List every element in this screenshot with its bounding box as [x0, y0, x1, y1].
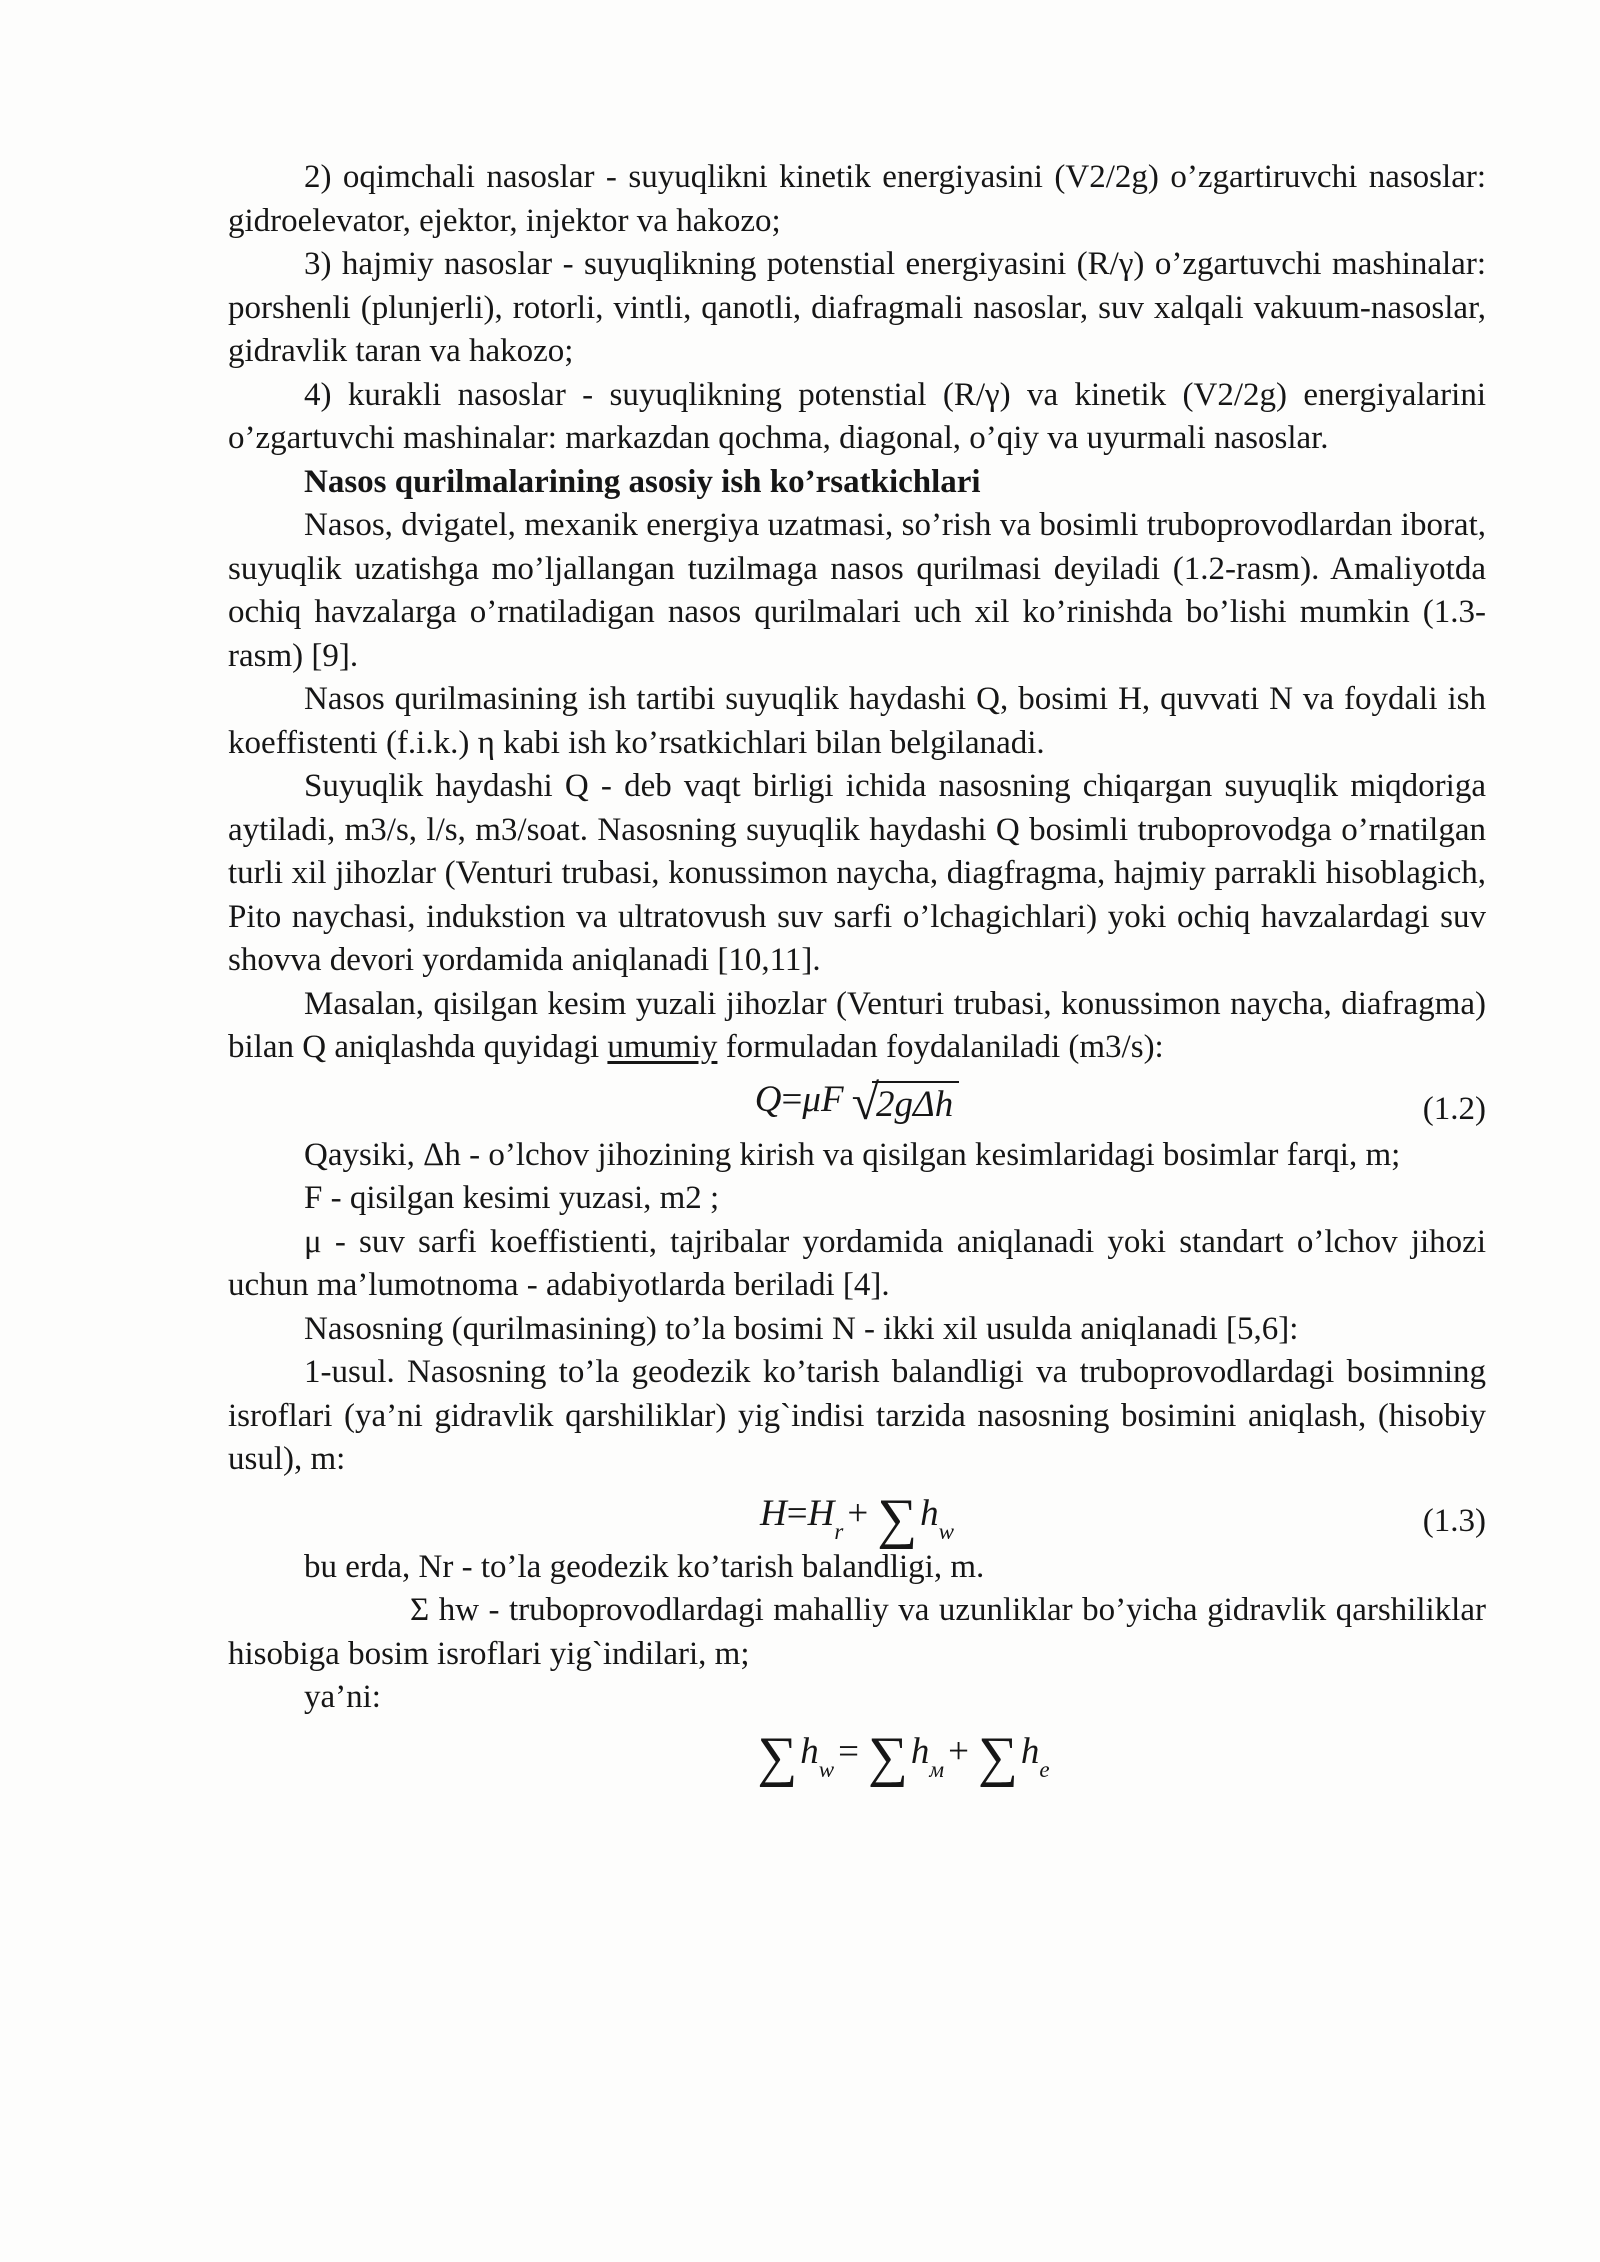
subscript-r: r [834, 1519, 844, 1544]
subscript-w: w [938, 1519, 954, 1544]
formula-intro-text-before: Masalan, qisilgan kesim yuzali jihozlar (Venturi trubasi, konussimon naycha, diafragma) bilan Q aniqlashda quyidagi [228, 985, 1486, 1065]
equation-number-1-2: (1.2) [1422, 1091, 1486, 1127]
paragraph-delta-h-definition: Qaysiki, Δh - o’lchov jihozining kirish va qisilgan kesimlaridagi bosimlar farqi, m; [304, 1136, 1401, 1173]
equation-term: h [800, 1731, 819, 1772]
equation-flow-rate-formula [754, 1073, 959, 1130]
equation-number-1-3: (1.3) [1422, 1503, 1486, 1539]
equation-radicand: 2gΔh [872, 1081, 959, 1123]
section-heading: Nasos qurilmalarining asosiy ish ko’rsatkichlari [304, 463, 981, 500]
plus-sign: + [948, 1731, 969, 1772]
equation-term: h [1020, 1731, 1040, 1772]
subscript-m: м [929, 1757, 945, 1782]
equation-losses-formula [752, 1726, 1050, 1788]
equation-losses-sum [228, 1720, 1486, 1788]
paragraph-pump-type-2: 2) oqimchali nasoslar - suyuqlikni kinetik energiyasini (V2/2g) o’zgartiruvchi nasoslar: gidroelevator, ejektor, injektor va hakozo; [228, 159, 1486, 239]
subscript-w: w [818, 1757, 835, 1782]
paragraph-pump-unit-definition: Nasos, dvigatel, mexanik energiya uzatmasi, so’rish va bosimli truboprovodlardan iborat, suyuqlik uzatishga mo’ljallangan tuzilmaga nasos qurilmasi deyiladi (1.2-rasm). Amaliyotda ochiq havzalarga o’rnatiladigan nasos qurilmalari uch xil ko’rinishda bo’lishi mumkin (1.3-rasm) [9]. [228, 507, 1486, 674]
equation-head-formula [760, 1488, 954, 1550]
plus-sign: + [847, 1493, 869, 1534]
radical-sign: √ [851, 1073, 880, 1130]
underlined-word: umumiy [607, 1029, 718, 1065]
equation-lhs: Q [754, 1078, 782, 1120]
equation-lhs: H [760, 1493, 787, 1534]
summation-icon: ∑ [977, 1726, 1018, 1788]
paragraph-method-1: 1-usul. Nasosning to’la geodezik ko’tarish balandligi va truboprovodlardagi bosimning isroflari (ya’ni gidravlik qarshiliklar) yig`indisi tarzida nasosning bosimini aniqlash, (hisobiy usul), m: [228, 1354, 1486, 1477]
equals-sign: = [781, 1078, 803, 1120]
equals-sign: = [786, 1493, 808, 1534]
equation-term: h [920, 1493, 939, 1534]
equation-head [228, 1482, 1486, 1550]
equation-term: h [910, 1731, 930, 1772]
paragraph-sum-hw-definition: Σ hw - truboprovodlardagi mahalliy va uzunliklar bo’yicha gidravlik qarshiliklar hisobiga bosim isroflari yig`indilari, m; [228, 1592, 1486, 1672]
paragraph-pump-type-4: 4) kurakli nasoslar - suyuqlikning potenstial (R/γ) va kinetik (V2/2g) energiyalarini o’zgartuvchi mashinalar: markazdan qochma, diagonal, o’qiy va uyurmali nasoslar. [228, 376, 1486, 456]
paragraph-f-definition: F - qisilgan kesimi yuzasi, m2 ; [304, 1180, 720, 1216]
formula-intro-text-after: formuladan foydalaniladi (m3/s): [717, 1029, 1164, 1065]
paragraph-pump-type-3: 3) hajmiy nasoslar - suyuqlikning potenstial energiyasini (R/γ) o’zgartuvchi mashinalar: porshenli (plunjerli), rotorli, vintli, qanotli, diafragmali nasoslar, suv xalqali vakuum-nasoslar, gidravlik taran va hakozo; [228, 246, 1486, 369]
summation-icon: ∑ [757, 1726, 798, 1788]
paragraph-pressure-methods: Nasosning (qurilmasining) to’la bosimi N - ikki xil usulda aniqlanadi [5,6]: [304, 1310, 1299, 1347]
paragraph-that-is: ya’ni: [304, 1679, 381, 1715]
paragraph-pump-indicators: Nasos qurilmasining ish tartibi suyuqlik haydashi Q, bosimi H, quvvati N va foydali ish koeffistenti (f.i.k.) η kabi ish ko’rsatkichlari bilan belgilanadi. [228, 681, 1486, 761]
summation-icon: ∑ [877, 1488, 918, 1550]
subscript-e: e [1039, 1757, 1050, 1782]
equation-term: H [807, 1493, 835, 1534]
equation-flow-rate [228, 1070, 1486, 1134]
summation-icon: ∑ [868, 1726, 908, 1788]
paragraph-flow-rate-definition: Suyuqlik haydashi Q - deb vaqt birligi ichida nasosning chiqargan suyuqlik miqdoriga aytiladi, m3/s, l/s, m3/soat. Nasosning suyuqlik haydashi Q bosimli truboprovodga o’rnatilgan turli xil jihozlar (Venturi trubasi, konussimon naycha, diagfragma, hajmiy parrakli hisoblagich, Pito naychasi, indukstion va ultratovush suv sarfi o’lchagichlari) yoki ochiq havzalardagi suv shovva devori yordamida aniqlanadi [10,11]. [228, 768, 1486, 978]
paragraph-mu-definition: μ - suv sarfi koeffistienti, tajribalar yordamida aniqlanadi yoki standart o’lchov jihozi uchun ma’lumotnoma - adabiyotlarda beriladi [4]. [228, 1223, 1486, 1303]
paragraph-formula-intro [228, 983, 1486, 1070]
equals-sign: = [838, 1731, 859, 1772]
paragraph-nr-definition: bu erda, Nr - to’la geodezik ko’tarish balandligi, m. [304, 1548, 985, 1585]
document-body [228, 156, 1486, 1788]
equation-coefficient: μF [802, 1078, 844, 1120]
